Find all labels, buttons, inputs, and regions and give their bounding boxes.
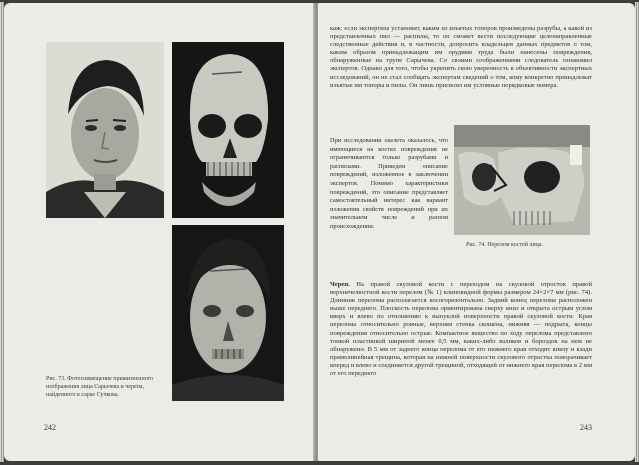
left-page <box>4 3 315 461</box>
skull-photo <box>172 42 284 218</box>
text-mid-paragraph: При исследовании скелета оказалось, что имеющиеся на костях повреждения не ограничиваются только разрубами и распилами. Приведем описание повреждений, изложенное в заключении экспертов. Помимо характеристики повреждений, это описание представляет самостоятельный интерес как вариант изложения свойств повреждений при их значительном числе и разном происхождении. <box>330 137 448 230</box>
text-top-paragraph: каж: если экспертиза установит, каким из изъятых топоров произведены разрубы, а какой из представленных пил — распилы, то он сможет вести последующие целенаправленные следственные действия и, в частности, допросить владельцев данных предметов о том, каким образом принадлежащим им орудиям труда были нанесены повреждения, обнаруженные на трупе Сарычева. Со своими соображениями следователь ознакомил экспертов. Однако для того, чтобы укрепить свою уверенность в объективности экспертных исследований, он не стал сообщать экспертам сведений о том, кому конкретно принадлежат изъятые им топоры и пилы. Он лишь присвоил им условные порядковые номера. <box>330 25 592 89</box>
page-number-right: 243 <box>580 423 592 432</box>
superimposed-photo <box>172 225 284 401</box>
face-photo <box>46 42 164 218</box>
superimposed-photo-image <box>172 225 284 401</box>
section-body-skull: На правой скуловой кости с переходом на скуловой отросток правой верхнечелюстной кости перелом (№ 1) клиновидной формы размером 24×2×7 мм (рис. 74). Длинник перелома располагается косогоризонтально. Задний конец перелома расположен выше переднего. Плоскость перелома ориентирована сверху вниз и открыта острым углом вверх и влево по отношению к выпуклой поверхности правой скуловой кости. Края перелома относительно ровные, верхняя стенка скошена, нижняя — подрыта, концы повреждения относительно острые. Компактное вещество по ходу перелома представлено тонкой пластинкой шириной менее 0,5 мм, каких-либо валиков и бороздок на нем не обнаружено. В 5 мм от заднего конца перелома от его нижнего края отходит книзу и кзади прямолинейная трещина, которая на нижней поверхности скулового отростка поворачивает вперед и влево и соединяется другой трещиной, отходящей от нижнего края перелома в 2 мм от его переднего <box>330 281 592 378</box>
face-photo-image <box>46 42 164 218</box>
fracture-photo-image <box>454 125 590 235</box>
fracture-photo <box>454 125 590 235</box>
right-page <box>318 3 635 461</box>
skull-photo-image <box>172 42 284 218</box>
figure-74-caption: Рис. 74. Перелом костей лица. <box>466 242 544 248</box>
figure-73-caption: Рис. 73. Фотосовмещение прижизненного изображения лица Сарычева и черепа, найденного в сарае Сучкова. <box>46 376 154 398</box>
page-number-left: 242 <box>44 423 56 432</box>
right-page-edge <box>635 2 639 462</box>
text-bottom-paragraph <box>330 281 592 378</box>
section-heading-skull: Череп. <box>330 281 350 288</box>
